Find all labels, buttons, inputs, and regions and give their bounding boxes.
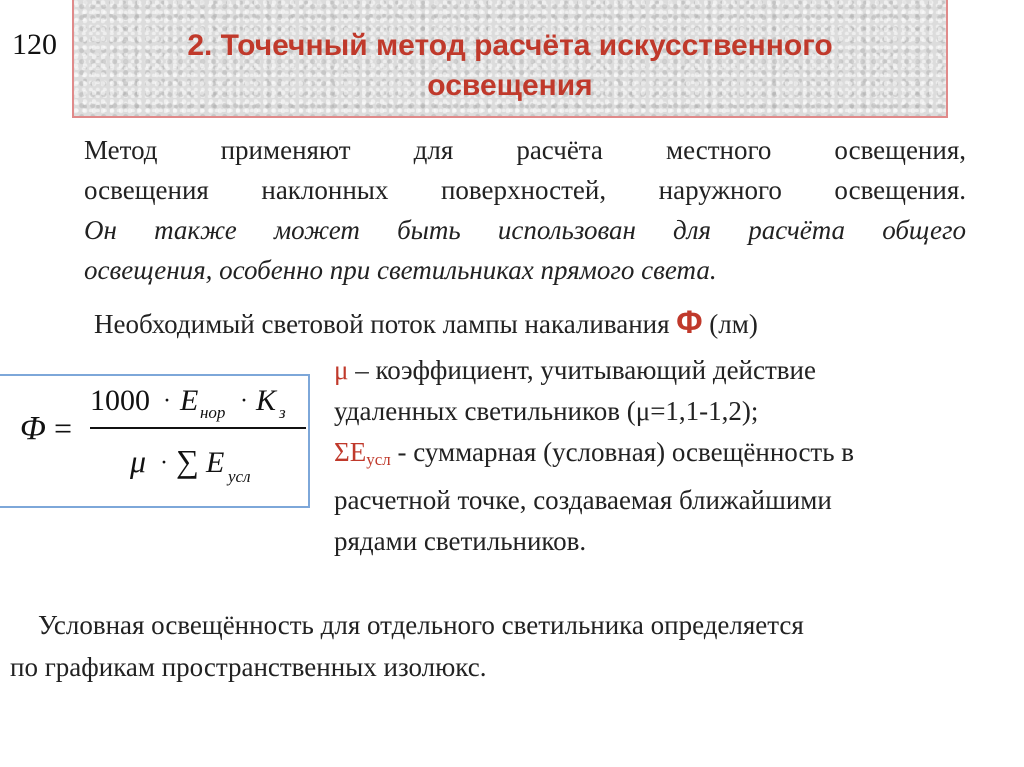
flux-unit: (лм) [709,309,758,339]
description-line-1: Метод применяют для расчёта местного освещения, [84,135,966,165]
legend-sum-sub: усл [366,450,391,469]
legend-sum-line-3: рядами светильников. [334,526,587,556]
legend-sum-line-2: расчетной точке, создаваемая ближайшими [334,485,832,515]
flux-formula [0,376,310,510]
formula-k-sub: з [279,403,286,422]
flux-symbol: Φ [676,304,703,340]
note-line-1: Условная освещённость для отдельного светильника определяется [38,610,804,640]
formula-legend [334,350,1014,562]
formula-dot-1: · [163,388,171,414]
slide-title-line-2: освещения [427,69,593,102]
formula-e-nor-sub: нор [200,403,226,422]
note-line-2: по графикам пространственных изолюкс. [10,652,487,682]
formula-dot-2: · [240,388,248,414]
method-description [84,130,966,290]
description-line-4: освещения, особенно при светильниках прямого света. [84,255,717,285]
legend-mu-line-1 [334,350,1014,391]
formula-e-nor: E [180,384,199,417]
luminous-flux-heading [94,302,758,344]
formula-sum: ∑ [176,443,199,479]
formula-e-usl-sub: усл [228,467,251,486]
formula-dot-3: · [160,450,168,476]
formula-k: K [256,384,277,417]
formula-mu: μ [130,443,147,479]
legend-sum-symbol: ΣE [334,437,367,467]
legend-mu-symbol: μ [334,355,349,385]
formula-equals: = [54,410,73,446]
legend-mu-line-2: удаленных светильников (μ=1,1-1,2); [334,396,759,426]
legend-sum-line-1 [334,432,1014,480]
title-banner [72,0,948,118]
legend-mu-text-1: – коэффициент, учитывающий действие [348,355,816,385]
description-line-2: освещения наклонных поверхностей, наружного освещения. [84,175,966,205]
slide-title [74,26,946,106]
formula-const-1000: 1000 [90,384,150,417]
description-line-3: Он также может быть использован для расчёта общего [84,215,966,245]
formula-e-usl: E [206,446,225,479]
formula-box [0,374,310,508]
flux-heading-text: Необходимый световой поток лампы накаливания [94,309,670,339]
legend-sum-text-1: - суммарная (условная) освещённость в [390,437,855,467]
formula-phi: Φ [20,410,46,447]
slide-title-line-1: 2. Точечный метод расчёта искусственного [187,29,833,62]
conditional-illuminance-note [10,604,1016,688]
page-number: 120 [12,28,57,61]
